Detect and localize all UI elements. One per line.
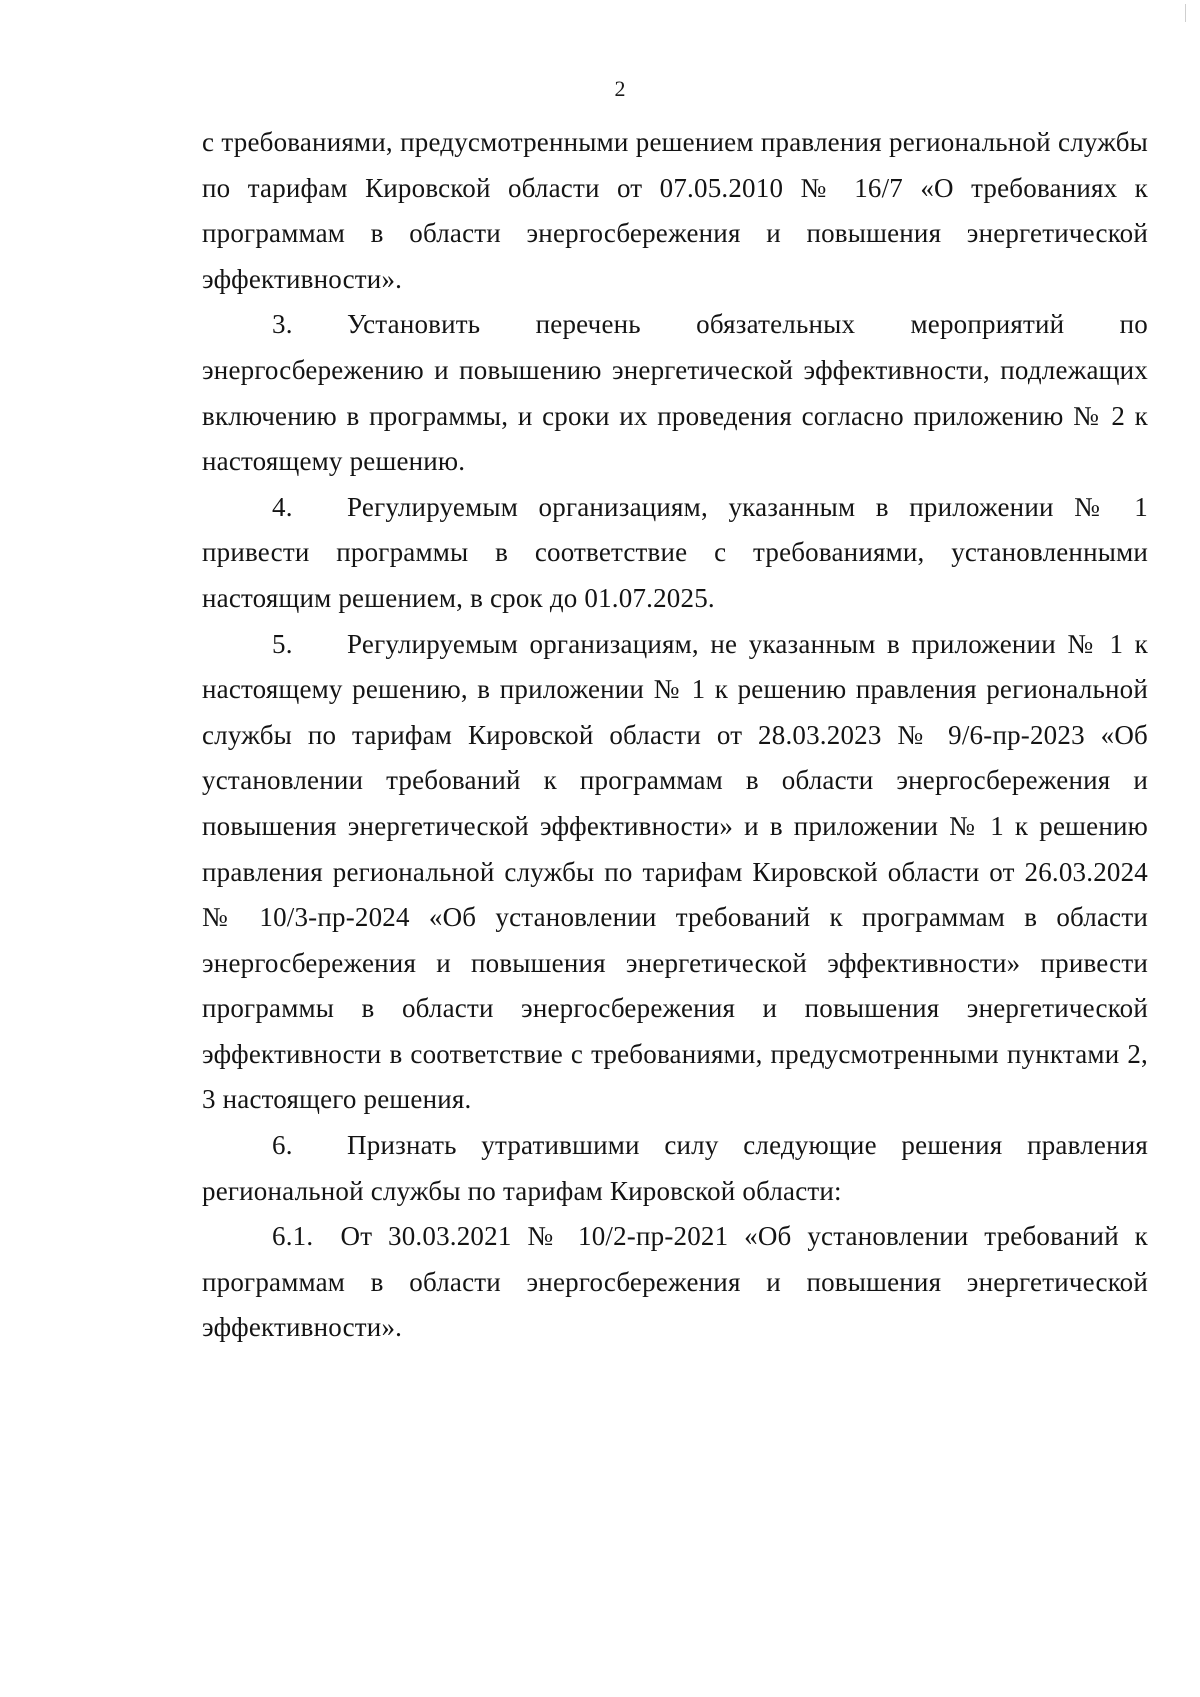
scan-edge-mark: [1179, 4, 1186, 22]
paragraph-item-4: 4. Регулируемым организациям, указанным в приложении № 1 привести программы в соответствие с требованиями, установленными настоящим решением, в срок до 01.07.2025.: [202, 491, 1148, 613]
paragraph-item-5: 5. Регулируемым организациям, не указанным в приложении № 1 к настоящему решению, в приложении № 1 к решению правления региональной службы по тарифам Кировской области от 28.03.2023 № 9/6-пр-2023 «Об установлении требований к программам в области энергосбережения и повышения энергетической эффективности» и в приложении № 1 к решению правления региональной службы по тарифам Кировской области от 26.03.2024 № 10/3-пр-2024 «Об установлении требований к программам в области энергосбережения и повышения энергетической эффективности» привести программы в области энергосбережения и повышения энергетической эффективности в соответствие с требованиями, предусмотренными пунктами 2, 3 настоящего решения.: [202, 628, 1148, 1115]
paragraph-item-6-1: 6.1. От 30.03.2021 № 10/2-пр-2021 «Об установлении требований к программам в области энергосбережения и повышения энергетической эффективности».: [202, 1221, 1148, 1343]
paragraph-continuation: с требованиями, предусмотренными решением правления региональной службы по тарифам Кировской области от 07.05.2010 № 16/7 «О требованиях к программам в области энергосбережения и повышения энергетической эффективности».: [202, 127, 1148, 294]
page-number: 2: [614, 76, 626, 101]
document-body: [202, 120, 1148, 1351]
paragraph-item-6: 6. Признать утратившими силу следующие решения правления региональной службы по тарифам Кировской области:: [202, 1130, 1148, 1206]
paragraph-item-3: 3. Установить перечень обязательных мероприятий по энергосбережению и повышению энергетической эффективности, подлежащих включению в программы, и сроки их проведения согласно приложению № 2 к настоящему решению.: [202, 309, 1148, 477]
